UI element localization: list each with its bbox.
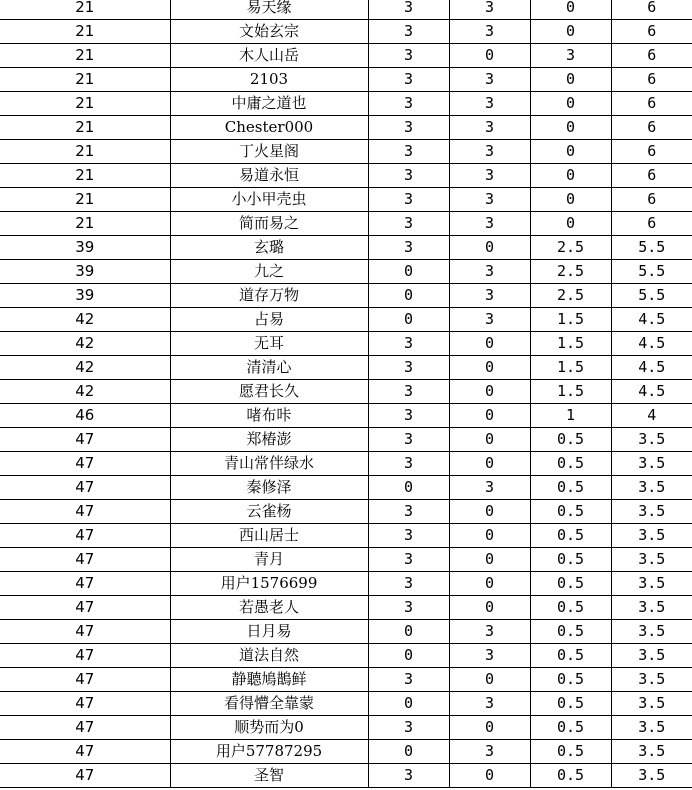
score-a-cell: 3: [368, 428, 449, 452]
rank-cell: 39: [0, 260, 170, 284]
score-c-cell: 0: [530, 140, 611, 164]
name-cell: 文始玄宗: [170, 20, 368, 44]
total-cell: 4.5: [611, 332, 692, 356]
score-b-cell: 3: [449, 116, 530, 140]
rank-cell: 21: [0, 140, 170, 164]
name-cell: 静聽鳩鵲鲜: [170, 668, 368, 692]
score-a-cell: 3: [368, 116, 449, 140]
rank-cell: 21: [0, 44, 170, 68]
score-b-cell: 0: [449, 236, 530, 260]
score-a-cell: 3: [368, 0, 449, 20]
table-row: [0, 260, 692, 284]
table-row: [0, 404, 692, 428]
name-cell: 易道永恒: [170, 164, 368, 188]
rank-cell: 47: [0, 572, 170, 596]
score-b-cell: 3: [449, 140, 530, 164]
score-b-cell: 0: [449, 380, 530, 404]
score-b-cell: 3: [449, 740, 530, 764]
score-a-cell: 3: [368, 764, 449, 788]
total-cell: 5.5: [611, 236, 692, 260]
name-cell: 丁火星阁: [170, 140, 368, 164]
score-b-cell: 3: [449, 188, 530, 212]
name-cell: 愿君长久: [170, 380, 368, 404]
name-cell: 用户57787295: [170, 740, 368, 764]
total-cell: 3.5: [611, 740, 692, 764]
score-c-cell: 0.5: [530, 668, 611, 692]
score-c-cell: 0: [530, 116, 611, 140]
table-row: [0, 308, 692, 332]
name-cell: 无耳: [170, 332, 368, 356]
score-a-cell: 3: [368, 716, 449, 740]
table-row: [0, 92, 692, 116]
rank-cell: 47: [0, 452, 170, 476]
score-b-cell: 3: [449, 164, 530, 188]
score-a-cell: 3: [368, 524, 449, 548]
total-cell: 6: [611, 140, 692, 164]
name-cell: 郑椿澎: [170, 428, 368, 452]
score-c-cell: 0.5: [530, 764, 611, 788]
score-c-cell: 0.5: [530, 596, 611, 620]
score-b-cell: 0: [449, 668, 530, 692]
table-row: [0, 164, 692, 188]
score-c-cell: 0.5: [530, 572, 611, 596]
rank-cell: 39: [0, 236, 170, 260]
score-c-cell: 0: [530, 212, 611, 236]
score-a-cell: 0: [368, 740, 449, 764]
score-c-cell: 1.5: [530, 308, 611, 332]
name-cell: 云雀杨: [170, 500, 368, 524]
score-c-cell: 1.5: [530, 356, 611, 380]
score-b-cell: 0: [449, 764, 530, 788]
score-b-cell: 3: [449, 476, 530, 500]
score-c-cell: 0: [530, 20, 611, 44]
score-b-cell: 0: [449, 548, 530, 572]
score-c-cell: 0.5: [530, 644, 611, 668]
table-row: [0, 644, 692, 668]
table-row: [0, 524, 692, 548]
score-a-cell: 0: [368, 644, 449, 668]
score-c-cell: 0.5: [530, 620, 611, 644]
score-b-cell: 3: [449, 620, 530, 644]
total-cell: 3.5: [611, 716, 692, 740]
total-cell: 6: [611, 212, 692, 236]
name-cell: 中庸之道也: [170, 92, 368, 116]
score-c-cell: 0.5: [530, 428, 611, 452]
score-b-cell: 0: [449, 716, 530, 740]
score-c-cell: 0.5: [530, 740, 611, 764]
name-cell: 简而易之: [170, 212, 368, 236]
score-c-cell: 0.5: [530, 452, 611, 476]
total-cell: 3.5: [611, 596, 692, 620]
rank-cell: 47: [0, 428, 170, 452]
total-cell: 5.5: [611, 284, 692, 308]
name-cell: 九之: [170, 260, 368, 284]
score-a-cell: 3: [368, 452, 449, 476]
name-cell: 道存万物: [170, 284, 368, 308]
score-c-cell: 2.5: [530, 284, 611, 308]
score-a-cell: 0: [368, 284, 449, 308]
name-cell: 西山居士: [170, 524, 368, 548]
score-a-cell: 3: [368, 572, 449, 596]
score-c-cell: 1: [530, 404, 611, 428]
total-cell: 4: [611, 404, 692, 428]
table-row: [0, 68, 692, 92]
name-cell: 易天缘: [170, 0, 368, 20]
name-cell: 道法自然: [170, 644, 368, 668]
rank-cell: 21: [0, 0, 170, 20]
total-cell: 4.5: [611, 356, 692, 380]
table-row: [0, 116, 692, 140]
table-row: [0, 380, 692, 404]
score-c-cell: 1.5: [530, 332, 611, 356]
total-cell: 6: [611, 164, 692, 188]
table-row: [0, 692, 692, 716]
rank-cell: 21: [0, 116, 170, 140]
name-cell: 啫布咔: [170, 404, 368, 428]
score-a-cell: 3: [368, 404, 449, 428]
score-c-cell: 0: [530, 68, 611, 92]
score-a-cell: 3: [368, 140, 449, 164]
rank-cell: 47: [0, 764, 170, 788]
score-a-cell: 3: [368, 68, 449, 92]
table-row: [0, 764, 692, 788]
score-b-cell: 3: [449, 0, 530, 20]
score-c-cell: 3: [530, 44, 611, 68]
score-b-cell: 3: [449, 68, 530, 92]
score-c-cell: 0.5: [530, 500, 611, 524]
score-b-cell: 0: [449, 452, 530, 476]
total-cell: 6: [611, 92, 692, 116]
score-a-cell: 3: [368, 668, 449, 692]
score-b-cell: 0: [449, 596, 530, 620]
name-cell: 青山常伴绿水: [170, 452, 368, 476]
total-cell: 3.5: [611, 548, 692, 572]
table-row: [0, 20, 692, 44]
score-a-cell: 3: [368, 380, 449, 404]
score-c-cell: 2.5: [530, 236, 611, 260]
rank-cell: 47: [0, 500, 170, 524]
score-a-cell: 3: [368, 44, 449, 68]
table-row: [0, 212, 692, 236]
score-c-cell: 0.5: [530, 524, 611, 548]
total-cell: 5.5: [611, 260, 692, 284]
rank-cell: 47: [0, 524, 170, 548]
rank-cell: 47: [0, 740, 170, 764]
name-cell: 2103: [170, 68, 368, 92]
rank-cell: 42: [0, 332, 170, 356]
score-a-cell: 0: [368, 620, 449, 644]
total-cell: 4.5: [611, 308, 692, 332]
rank-cell: 21: [0, 188, 170, 212]
score-a-cell: 3: [368, 92, 449, 116]
table-row: [0, 332, 692, 356]
rank-cell: 47: [0, 692, 170, 716]
name-cell: 清清心: [170, 356, 368, 380]
table-row: [0, 716, 692, 740]
rank-cell: 21: [0, 212, 170, 236]
table-row: [0, 572, 692, 596]
name-cell: 占易: [170, 308, 368, 332]
total-cell: 3.5: [611, 668, 692, 692]
rank-cell: 42: [0, 308, 170, 332]
name-cell: 看得懵全靠蒙: [170, 692, 368, 716]
score-b-cell: 3: [449, 260, 530, 284]
score-a-cell: 0: [368, 476, 449, 500]
rank-cell: 21: [0, 68, 170, 92]
name-cell: 圣智: [170, 764, 368, 788]
score-c-cell: 0.5: [530, 476, 611, 500]
total-cell: 3.5: [611, 500, 692, 524]
score-c-cell: 2.5: [530, 260, 611, 284]
total-cell: 3.5: [611, 572, 692, 596]
table-row: [0, 548, 692, 572]
score-b-cell: 3: [449, 92, 530, 116]
table-row: [0, 476, 692, 500]
table-row: [0, 140, 692, 164]
score-c-cell: 1.5: [530, 380, 611, 404]
total-cell: 3.5: [611, 620, 692, 644]
table-row: [0, 596, 692, 620]
name-cell: 玄璐: [170, 236, 368, 260]
table-row: [0, 284, 692, 308]
name-cell: 秦修泽: [170, 476, 368, 500]
score-b-cell: 0: [449, 524, 530, 548]
table-row: [0, 620, 692, 644]
score-c-cell: 0.5: [530, 716, 611, 740]
score-c-cell: 0: [530, 0, 611, 20]
total-cell: 6: [611, 0, 692, 20]
score-a-cell: 0: [368, 692, 449, 716]
score-b-cell: 3: [449, 212, 530, 236]
score-b-cell: 3: [449, 644, 530, 668]
rank-cell: 47: [0, 716, 170, 740]
score-a-cell: 3: [368, 164, 449, 188]
score-b-cell: 0: [449, 428, 530, 452]
name-cell: 顺势而为0: [170, 716, 368, 740]
table-row: [0, 236, 692, 260]
table-row: [0, 452, 692, 476]
score-c-cell: 0: [530, 188, 611, 212]
total-cell: 3.5: [611, 524, 692, 548]
total-cell: 4.5: [611, 380, 692, 404]
rank-cell: 42: [0, 380, 170, 404]
table-row: [0, 188, 692, 212]
rank-cell: 21: [0, 164, 170, 188]
score-a-cell: 3: [368, 332, 449, 356]
rank-cell: 47: [0, 596, 170, 620]
rank-cell: 21: [0, 20, 170, 44]
total-cell: 6: [611, 188, 692, 212]
name-cell: 小小甲壳虫: [170, 188, 368, 212]
rank-cell: 47: [0, 644, 170, 668]
score-b-cell: 0: [449, 500, 530, 524]
table-row: [0, 500, 692, 524]
score-c-cell: 0: [530, 92, 611, 116]
rank-cell: 47: [0, 476, 170, 500]
score-a-cell: 0: [368, 260, 449, 284]
total-cell: 6: [611, 116, 692, 140]
score-a-cell: 3: [368, 500, 449, 524]
total-cell: 3.5: [611, 428, 692, 452]
score-a-cell: 3: [368, 20, 449, 44]
score-b-cell: 3: [449, 20, 530, 44]
score-b-cell: 3: [449, 308, 530, 332]
table-row: [0, 0, 692, 20]
score-a-cell: 3: [368, 548, 449, 572]
rank-cell: 39: [0, 284, 170, 308]
rank-cell: 46: [0, 404, 170, 428]
name-cell: 用户1576699: [170, 572, 368, 596]
rank-cell: 47: [0, 620, 170, 644]
score-b-cell: 0: [449, 404, 530, 428]
name-cell: 日月易: [170, 620, 368, 644]
score-a-cell: 0: [368, 308, 449, 332]
score-b-cell: 0: [449, 44, 530, 68]
score-a-cell: 3: [368, 356, 449, 380]
rank-cell: 42: [0, 356, 170, 380]
total-cell: 6: [611, 44, 692, 68]
name-cell: 若愚老人: [170, 596, 368, 620]
rank-cell: 47: [0, 668, 170, 692]
score-a-cell: 3: [368, 188, 449, 212]
score-a-cell: 3: [368, 236, 449, 260]
total-cell: 3.5: [611, 644, 692, 668]
table-row: [0, 356, 692, 380]
score-c-cell: 0.5: [530, 548, 611, 572]
name-cell: 青月: [170, 548, 368, 572]
score-b-cell: 3: [449, 692, 530, 716]
total-cell: 3.5: [611, 692, 692, 716]
total-cell: 3.5: [611, 476, 692, 500]
name-cell: Chester000: [170, 116, 368, 140]
total-cell: 6: [611, 68, 692, 92]
score-a-cell: 3: [368, 212, 449, 236]
score-a-cell: 3: [368, 596, 449, 620]
total-cell: 3.5: [611, 764, 692, 788]
score-b-cell: 3: [449, 284, 530, 308]
table-row: [0, 428, 692, 452]
score-b-cell: 0: [449, 572, 530, 596]
score-b-cell: 0: [449, 356, 530, 380]
name-cell: 木人山岳: [170, 44, 368, 68]
score-c-cell: 0: [530, 164, 611, 188]
table-row: [0, 740, 692, 764]
rank-cell: 21: [0, 92, 170, 116]
score-b-cell: 0: [449, 332, 530, 356]
table-row: [0, 44, 692, 68]
score-c-cell: 0.5: [530, 692, 611, 716]
table-row: [0, 668, 692, 692]
rank-cell: 47: [0, 548, 170, 572]
total-cell: 3.5: [611, 452, 692, 476]
total-cell: 6: [611, 20, 692, 44]
